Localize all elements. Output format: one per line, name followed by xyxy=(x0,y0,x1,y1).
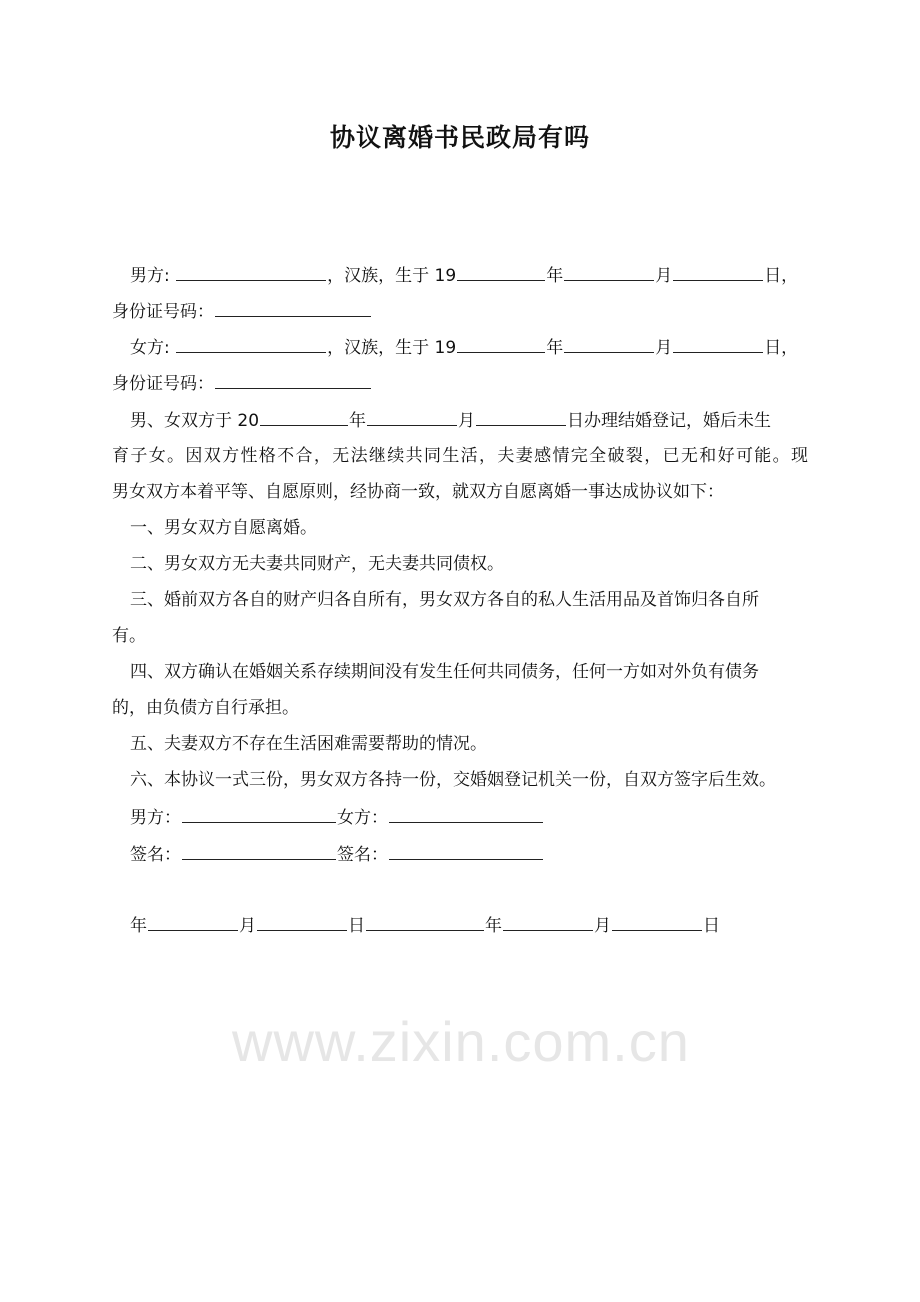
clause-5: 五、夫妻双方不存在生活困难需要帮助的情况。 xyxy=(130,734,487,754)
marriage-day-blank xyxy=(476,408,566,426)
text: 年 xyxy=(546,338,564,358)
clause-4: 四、双方确认在婚姻关系存续期间没有发生任何共同债务，任何一方如对外负有债务 xyxy=(130,662,759,682)
text: 月 xyxy=(655,338,673,358)
female-birth-day-blank xyxy=(673,335,763,353)
marriage-year-blank xyxy=(260,408,348,426)
date-blank xyxy=(148,913,238,931)
female-name-blank xyxy=(176,335,326,353)
text: 年 xyxy=(485,916,502,936)
female-birth-month-blank xyxy=(564,335,654,353)
date-blank xyxy=(366,913,484,931)
marriage-month-blank xyxy=(367,408,457,426)
text: 年 xyxy=(130,916,147,936)
date-line xyxy=(130,913,720,938)
female-id-blank xyxy=(215,371,371,389)
text: 日办理结婚登记，婚后未生 xyxy=(567,411,772,431)
clause-1: 一、男女双方自愿离婚。 xyxy=(130,518,317,538)
date-blank xyxy=(612,913,702,931)
female-party-blank xyxy=(389,805,543,823)
male-name-blank xyxy=(176,263,326,281)
female-info-line xyxy=(130,335,798,360)
text: 月 xyxy=(655,266,673,286)
male-label: 男方: xyxy=(130,266,170,286)
signature-line xyxy=(130,842,544,867)
male-id-blank xyxy=(215,299,371,317)
text: 男、女双方于 20 xyxy=(130,411,260,431)
male-id-line xyxy=(112,299,372,324)
male-signature-label: 签名： xyxy=(130,845,181,865)
female-id-line xyxy=(112,371,372,396)
date-blank xyxy=(257,913,347,931)
male-info-line xyxy=(130,263,798,288)
watermark: www.zixin.com.cn xyxy=(232,1010,690,1073)
text: 日 xyxy=(348,916,365,936)
text: 日 xyxy=(703,916,720,936)
clause-3-cont: 有。 xyxy=(112,626,146,646)
marriage-line-3: 男女双方本着平等、自愿原则，经协商一致，就双方自愿离婚一事达成协议如下： xyxy=(112,482,724,502)
female-signature-blank xyxy=(389,842,543,860)
male-party-blank xyxy=(182,805,336,823)
male-id-label: 身份证号码： xyxy=(112,302,214,322)
marriage-line-2: 育子女。因双方性格不合，无法继续共同生活，夫妻感情完全破裂，已无和好可能。现 xyxy=(112,446,808,466)
text: ，汉族，生于 19 xyxy=(327,266,457,286)
text: 日， xyxy=(764,338,799,358)
date-blank xyxy=(503,913,593,931)
text: 月 xyxy=(594,916,611,936)
text: 年 xyxy=(349,411,367,431)
female-party-label: 女方： xyxy=(337,808,388,828)
female-label: 女方: xyxy=(130,338,170,358)
clause-3: 三、婚前双方各自的财产归各自所有，男女双方各自的私人生活用品及首饰归各自所 xyxy=(130,590,759,610)
party-line xyxy=(130,805,544,830)
text: 月 xyxy=(458,411,476,431)
document-title: 协议离婚书民政局有吗 xyxy=(329,123,590,152)
text: 月 xyxy=(239,916,256,936)
female-signature-label: 签名： xyxy=(337,845,388,865)
male-birth-day-blank xyxy=(673,263,763,281)
text: 日， xyxy=(764,266,799,286)
text: ，汉族，生于 19 xyxy=(327,338,457,358)
male-party-label: 男方： xyxy=(130,808,181,828)
clause-6: 六、本协议一式三份，男女双方各持一份，交婚姻登记机关一份，自双方签字后生效。 xyxy=(130,770,776,790)
female-birth-year-blank xyxy=(457,335,545,353)
male-birth-month-blank xyxy=(564,263,654,281)
marriage-line-1 xyxy=(130,408,771,433)
clause-2: 二、男女双方无夫妻共同财产，无夫妻共同债权。 xyxy=(130,554,504,574)
female-id-label: 身份证号码： xyxy=(112,374,214,394)
male-birth-year-blank xyxy=(457,263,545,281)
male-signature-blank xyxy=(182,842,336,860)
text: 年 xyxy=(546,266,564,286)
clause-4-cont: 的，由负债方自行承担。 xyxy=(112,698,299,718)
